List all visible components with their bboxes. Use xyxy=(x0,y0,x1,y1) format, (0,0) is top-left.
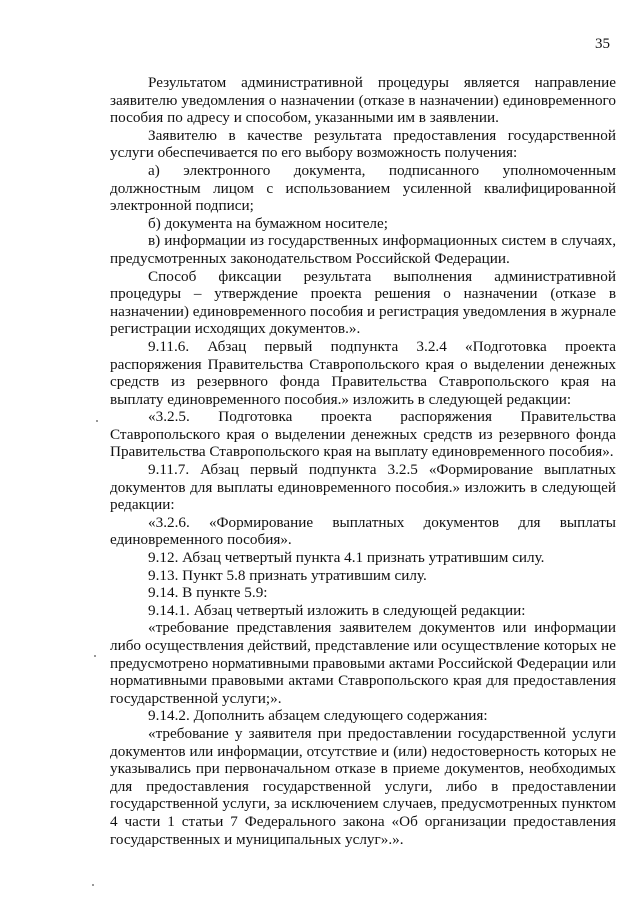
paragraph-9-11-7: 9.11.7. Абзац первый подпункта 3.2.5 «Формирование выплатных документов для выплаты единовременного пособия.» изложить в следующей редакции: xyxy=(110,461,616,514)
paragraph-9-12: 9.12. Абзац четвертый пункта 4.1 признать утратившим силу. xyxy=(148,549,545,567)
paragraph-option-b: б) документа на бумажном носителе; xyxy=(148,214,388,232)
paragraph-option-c: в) информации из государственных информационных систем в случаях, предусмотренных законодательством Российской Федерации. xyxy=(110,232,616,267)
paragraph-9-14-1: 9.14.1. Абзац четвертый изложить в следующей редакции: xyxy=(148,601,526,619)
scan-speck xyxy=(94,655,96,657)
paragraph-fixation-method: Способ фиксации результата выполнения административной процедуры – утверждение проекта решения о назначении (отказе в назначении) единовременного пособия и регистрация уведомления в журнале регистрации исходящих документов.». xyxy=(110,267,616,338)
paragraph-option-a: а) электронного документа, подписанного уполномоченным должностным лицом с использованием усиленной квалифицированной электронной подписи; xyxy=(110,161,616,215)
scan-speck xyxy=(92,884,94,886)
paragraph-addition-quote: «требование у заявителя при предоставлении государственной услуги документов или информации, отсутствие и (или) недостоверность которых не указывались при первоначальном отказе в приеме документов, необходимых для предоставления государственной услуги, либо в предоставлении государственной услуги, за исключением случаев, предусмотренных пунктом 4 части 1 статьи 7 Федерального закона «Об организации предоставления государственных и муниципальных услуг».». xyxy=(110,724,616,848)
paragraph-9-14-2: 9.14.2. Дополнить абзацем следующего содержания: xyxy=(148,707,488,725)
paragraph-result-options: Заявителю в качестве результата предоставления государственной услуги обеспечивается по его выбору возможность получения: xyxy=(110,126,616,162)
paragraph-9-13: 9.13. Пункт 5.8 признать утратившим силу. xyxy=(148,566,427,584)
paragraph-3-2-6-quote: «3.2.6. «Формирование выплатных документов для выплаты единовременного пособия». xyxy=(110,513,616,549)
paragraph-result-notification: Результатом административной процедуры является направление заявителю уведомления о назначении (отказе в назначении) единовременного пособия по адресу и способом, указанными им в заявлении. xyxy=(110,74,616,127)
paragraph-9-11-6: 9.11.6. Абзац первый подпункта 3.2.4 «Подготовка проекта распоряжения Правительства Ставропольского края о выделении денежных средств из резервного фонда Правительства Ставропольского края на выплату единовременного пособия.» изложить в следующей редакции: xyxy=(110,337,616,408)
paragraph-9-14: 9.14. В пункте 5.9: xyxy=(148,584,268,602)
document-body xyxy=(110,74,616,848)
paragraph-requirement-quote: «требование представления заявителем документов или информации либо осуществления действий, представление или осуществление которых не предусмотрено нормативными правовыми актами Российской Федерации или нормативными правовыми актами Ставропольского края для предоставления государственной услуги;». xyxy=(110,619,616,707)
page-number: 35 xyxy=(595,36,610,52)
scan-speck xyxy=(96,420,98,422)
paragraph-3-2-5-quote: «3.2.5. Подготовка проекта распоряжения Правительства Ставропольского края о выделении денежных средств из резервного фонда Правительства Ставропольского края на выплату единовременного пособия». xyxy=(110,408,616,461)
